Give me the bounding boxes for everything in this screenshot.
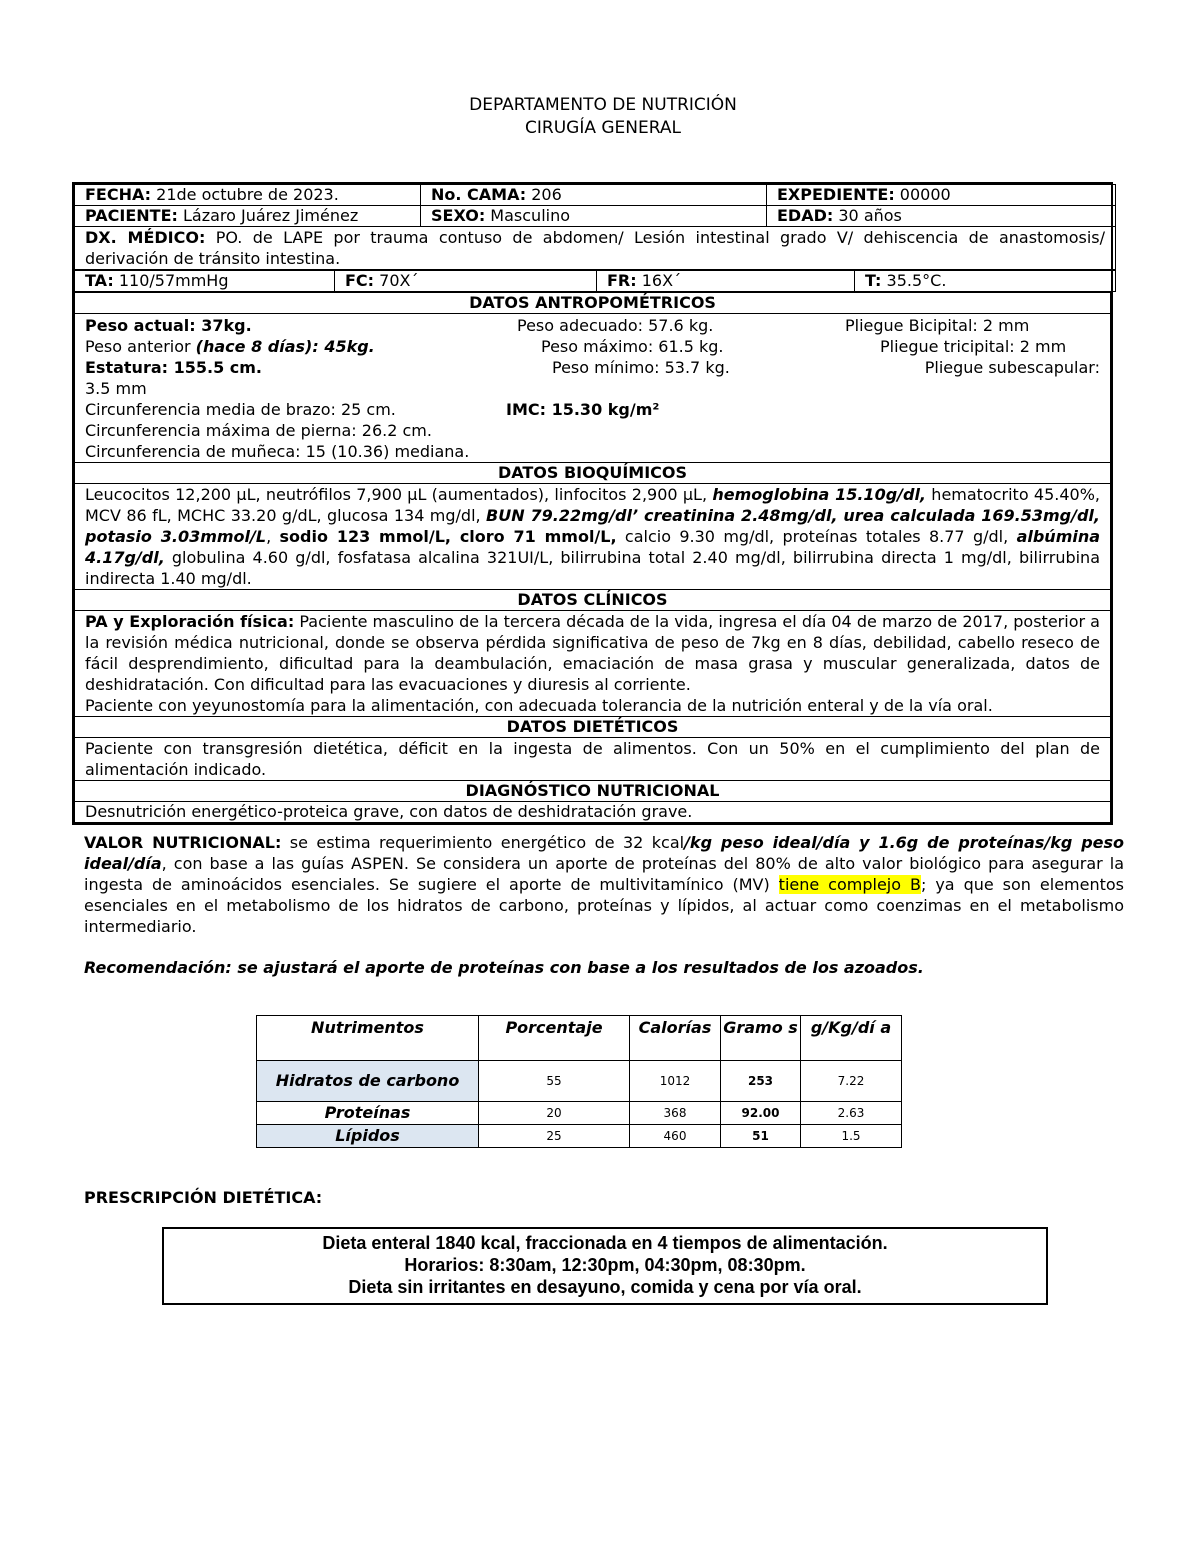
table-row: Hidratos de carbono 55 1012 253 7.22 — [257, 1061, 902, 1102]
department-title: DEPARTAMENTO DE NUTRICIÓN — [469, 95, 737, 115]
antropometricos-title: DATOS ANTROPOMÉTRICOS — [75, 293, 1111, 314]
ta-cell: TA: 110/57mmHg — [75, 271, 335, 292]
expediente-cell: EXPEDIENTE: 00000 — [767, 185, 1116, 206]
sexo-cell: SEXO: Masculino — [421, 206, 767, 227]
edad-cell: EDAD: 30 años — [767, 206, 1116, 227]
antropometricos-body: Peso actual: 37kg. Peso adecuado: 57.6 kg. Pliegue Bicipital: 2 mm Peso anterior (hace 8 días): 45kg. Peso máximo: 61.5 kg. Pliegue tricipital: 2 mm Estatura: 155.5 cm. Peso mínimo: 53.7 kg. Pliegue subescapular: 3.5 mm Circunferencia media de brazo: 25 cm. IMC: 15.30 kg/m² Circunferencia máxima de pierna: 26.2 cm. Circunferencia de muñeca: 15 (10.36) mediana. — [75, 314, 1111, 463]
patient-info-grid — [74, 184, 1116, 270]
section-title: CIRUGÍA GENERAL — [525, 118, 681, 138]
clinicos-title: DATOS CLÍNICOS — [75, 590, 1111, 611]
prescripcion-line-3: Dieta sin irritantes en desayuno, comida y cena por vía oral. — [348, 1277, 862, 1297]
bioquimicos-title: DATOS BIOQUÍMICOS — [75, 463, 1111, 484]
fecha-cell: FECHA: 21de octubre de 2023. — [75, 185, 421, 206]
paciente-cell: PACIENTE: Lázaro Juárez Jiménez — [75, 206, 421, 227]
highlighted-text: tiene complejo B — [778, 875, 921, 894]
prescripcion-label: PRESCRIPCIÓN DIETÉTICA: — [84, 1188, 323, 1207]
bioquimicos-body: Leucocitos 12,200 µL, neutrófilos 7,900 µL (aumentados), linfocitos 2,900 µL, hemoglobina 15.10g/dl, hematocrito 45.40%, MCV 86 fL, MCHC 33.20 g/dL, glucosa 134 mg/dl, BUN 79.22mg/dl’ creatinina 2.48mg/dl, urea calculada 169.53mg/dl, potasio 3.03mmol/L, sodio 123 mmol/L, cloro 71 mmol/L, calcio 9.30 mg/dl, proteínas totales 8.77 g/dl, albúmina 4.17g/dl, globulina 4.60 g/dl, fosfatasa alcalina 321UI/L, bilirrubina total 2.40 mg/dl, bilirrubina directa 1 mg/dl, bilirrubina indirecta 1.40 mg/dl. — [75, 484, 1111, 590]
fr-cell: FR: 16X´ — [597, 271, 855, 292]
info-row-2 — [75, 206, 1116, 227]
table-row: Proteínas 20 368 92.00 2.63 — [257, 1102, 902, 1125]
info-row-1 — [75, 185, 1116, 206]
dieteticos-title: DATOS DIETÉTICOS — [75, 717, 1111, 738]
dx-cell: DX. MÉDICO: PO. de LAPE por trauma contuso de abdomen/ Lesión intestinal grado V/ dehiscencia de anastomosis/ derivación de tránsito intestina. — [75, 227, 1116, 270]
info-row-dx — [75, 227, 1116, 270]
nutrient-table-header — [257, 1016, 902, 1061]
patient-record-table — [72, 182, 1113, 825]
cama-cell: No. CAMA: 206 — [421, 185, 767, 206]
diagnostico-body: Desnutrición energético-proteica grave, con datos de deshidratación grave. — [75, 802, 1111, 823]
prescripcion-box — [162, 1227, 1048, 1305]
header-calorias: Calorías — [630, 1016, 721, 1061]
vitals-grid — [74, 270, 1116, 292]
header-nutrimentos: Nutrimentos — [257, 1016, 479, 1061]
prescripcion-line-2: Horarios: 8:30am, 12:30pm, 04:30pm, 08:30pm. — [404, 1255, 806, 1275]
dieteticos-body: Paciente con transgresión dietética, déficit en la ingesta de alimentos. Con un 50% en el cumplimiento del plan de alimentación indicado. — [75, 738, 1111, 781]
sections-grid — [74, 292, 1111, 823]
prescripcion-line-1: Dieta enteral 1840 kcal, fraccionada en 4 tiempos de alimentación. — [322, 1233, 888, 1253]
header-gramos: Gramo s — [721, 1016, 801, 1061]
valor-nutricional-paragraph: VALOR NUTRICIONAL: se estima requerimiento energético de 32 kcal/kg peso ideal/día y 1.6g de proteínas/kg peso ideal/día, con base a las guías ASPEN. Se considera un aporte de proteínas del 80% de alto valor biológico para asegurar la ingesta de aminoácidos esenciales. Se sugiere el aporte de multivitamínico (MV) tiene complejo B; ya que son elementos esenciales en el metabolismo de los hidratos de carbono, proteínas y lípidos, al actuar como coenzimas en el metabolismo intermediario. — [84, 833, 1125, 936]
document-header — [0, 94, 1200, 140]
clinicos-body: PA y Exploración física: Paciente masculino de la tercera década de la vida, ingresa el día 04 de marzo de 2017, posterior a la revisión médica nutricional, donde se observa pérdida significativa de peso de 7kg en 8 días, debilidad, cabello reseco de fácil desprendimiento, dificultad para la deambulación, emaciación de masa grasa y muscular generalizada, datos de deshidratación. Con dificultad para las evacuaciones y diuresis al corriente. Paciente con yeyunostomía para la alimentación, con adecuada tolerancia de la nutrición enteral y de la vía oral. — [75, 611, 1111, 717]
recomendacion-text: Recomendación: se ajustará el aporte de proteínas con base a los resultados de los azoados. — [84, 958, 924, 977]
table-row: Lípidos 25 460 51 1.5 — [257, 1125, 902, 1148]
nutrient-table — [256, 1015, 902, 1148]
header-gkgdia: g/Kg/dí a — [801, 1016, 902, 1061]
vitals-row — [75, 271, 1116, 292]
fc-cell: FC: 70X´ — [335, 271, 597, 292]
diagnostico-title: DIAGNÓSTICO NUTRICIONAL — [75, 781, 1111, 802]
header-porcentaje: Porcentaje — [479, 1016, 630, 1061]
t-cell: T: 35.5°C. — [855, 271, 1116, 292]
